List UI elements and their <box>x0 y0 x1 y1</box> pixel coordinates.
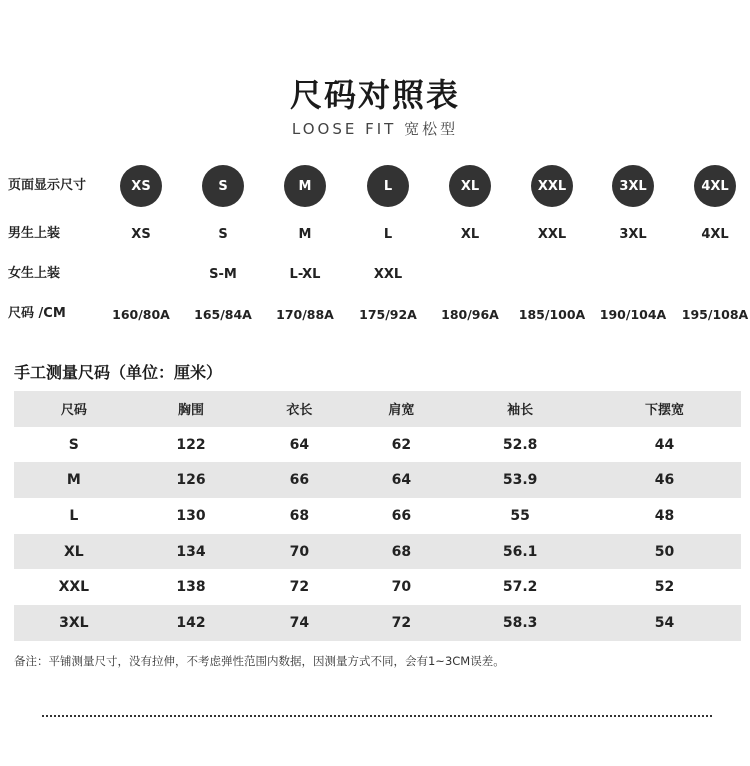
men-size-cell: S <box>218 226 228 242</box>
header-hem: 下摆宽 <box>644 403 684 419</box>
men-size-cell: XL <box>460 226 480 242</box>
cell-sleeve: 56.1 <box>502 543 538 560</box>
cm-size-cell: 185/100A <box>518 306 586 322</box>
size-circle-s: S <box>202 165 244 207</box>
cm-size-cell: 175/92A <box>359 306 417 322</box>
size-circle-4xl: 4XL <box>694 165 736 207</box>
cell-length: 66 <box>289 472 310 489</box>
size-circle-3xl: 3XL <box>612 165 654 207</box>
size-circle-m: M <box>284 165 326 207</box>
women-size-cell: L-XL <box>289 266 321 282</box>
men-size-cell: M <box>298 226 312 242</box>
cell-chest: 142 <box>176 614 206 631</box>
table-row <box>14 498 741 534</box>
cell-hem: 44 <box>654 436 675 453</box>
cell-sleeve: 53.9 <box>502 472 538 489</box>
men-size-cell: 4XL <box>701 226 729 242</box>
cm-size-cell: 195/108A <box>681 306 749 322</box>
header-chest: 胸围 <box>178 403 205 419</box>
table-row <box>14 534 741 570</box>
display-size-row <box>0 164 750 208</box>
cell-sleeve: 58.3 <box>502 614 538 631</box>
cell-sleeve: 52.8 <box>502 436 538 453</box>
cell-shoulder: 72 <box>391 614 412 631</box>
cell-shoulder: 62 <box>391 436 412 453</box>
page-title: 尺码对照表 <box>289 76 460 114</box>
cell-hem: 52 <box>654 579 675 596</box>
cell-chest: 138 <box>176 579 206 596</box>
cm-size-row <box>0 292 750 336</box>
cell-size: S <box>68 436 79 453</box>
women-size-row <box>0 252 750 296</box>
cell-chest: 134 <box>176 543 206 560</box>
measurement-title: 手工测量尺码（单位：厘米） <box>14 363 223 382</box>
cm-size-cell: 165/84A <box>194 306 252 322</box>
women-size-cell: S-M <box>209 266 237 282</box>
page-subtitle: LOOSE FIT 宽松型 <box>291 120 459 138</box>
dotted-divider <box>42 715 712 717</box>
cell-length: 68 <box>289 507 310 524</box>
cell-length: 64 <box>289 436 310 453</box>
measurement-table <box>14 391 741 641</box>
cell-size: 3XL <box>59 614 89 631</box>
cell-shoulder: 70 <box>391 579 412 596</box>
table-row <box>14 427 741 463</box>
cell-shoulder: 66 <box>391 507 412 524</box>
size-circle-l: L <box>367 165 409 207</box>
cm-size-cell: 180/96A <box>441 306 499 322</box>
cell-size: XXL <box>58 579 90 596</box>
cell-shoulder: 68 <box>391 543 412 560</box>
cell-chest: 126 <box>176 472 206 489</box>
men-size-cell: XXL <box>537 226 567 242</box>
cell-length: 74 <box>289 614 310 631</box>
header-size: 尺码 <box>60 403 87 419</box>
cell-hem: 46 <box>654 472 675 489</box>
cell-sleeve: 57.2 <box>502 579 538 596</box>
men-size-cell: XS <box>131 226 151 242</box>
cm-size-cell: 170/88A <box>276 306 334 322</box>
men-size-cell: 3XL <box>619 226 647 242</box>
cell-size: XL <box>63 543 84 560</box>
cell-hem: 54 <box>654 614 675 631</box>
cell-hem: 50 <box>654 543 675 560</box>
women-size-cell: XXL <box>373 266 403 282</box>
cm-size-cell: 160/80A <box>112 306 170 322</box>
cell-chest: 122 <box>176 436 206 453</box>
cell-size: M <box>66 472 81 489</box>
table-row <box>14 569 741 605</box>
cell-chest: 130 <box>176 507 206 524</box>
header-shoulder: 肩宽 <box>388 403 415 419</box>
size-circle-xs: XS <box>120 165 162 207</box>
cell-size: L <box>69 507 79 524</box>
cell-sleeve: 55 <box>510 507 530 524</box>
size-circle-xxl: XXL <box>531 165 573 207</box>
men-size-cell: L <box>383 226 393 242</box>
cell-hem: 48 <box>654 507 675 524</box>
cell-shoulder: 64 <box>391 472 412 489</box>
row-label-women: 女生上装 <box>8 266 61 281</box>
row-label-display: 页面显示尺寸 <box>8 178 87 193</box>
header-sleeve: 袖长 <box>507 403 534 419</box>
row-label-men: 男生上装 <box>8 226 61 241</box>
cell-length: 70 <box>289 543 310 560</box>
table-row <box>14 605 741 641</box>
cm-size-cell: 190/104A <box>599 306 667 322</box>
table-header-row <box>14 391 741 427</box>
table-row <box>14 462 741 498</box>
header-length: 衣长 <box>286 403 313 419</box>
measurement-note: 备注：平铺测量尺寸，没有拉伸，不考虑弹性范围内数据，因测量方式不同，会有1~3CM误差。 <box>14 654 505 668</box>
men-size-row <box>0 212 750 256</box>
cell-length: 72 <box>289 579 310 596</box>
row-label-cm: 尺码 /CM <box>8 306 66 321</box>
size-circle-xl: XL <box>449 165 491 207</box>
